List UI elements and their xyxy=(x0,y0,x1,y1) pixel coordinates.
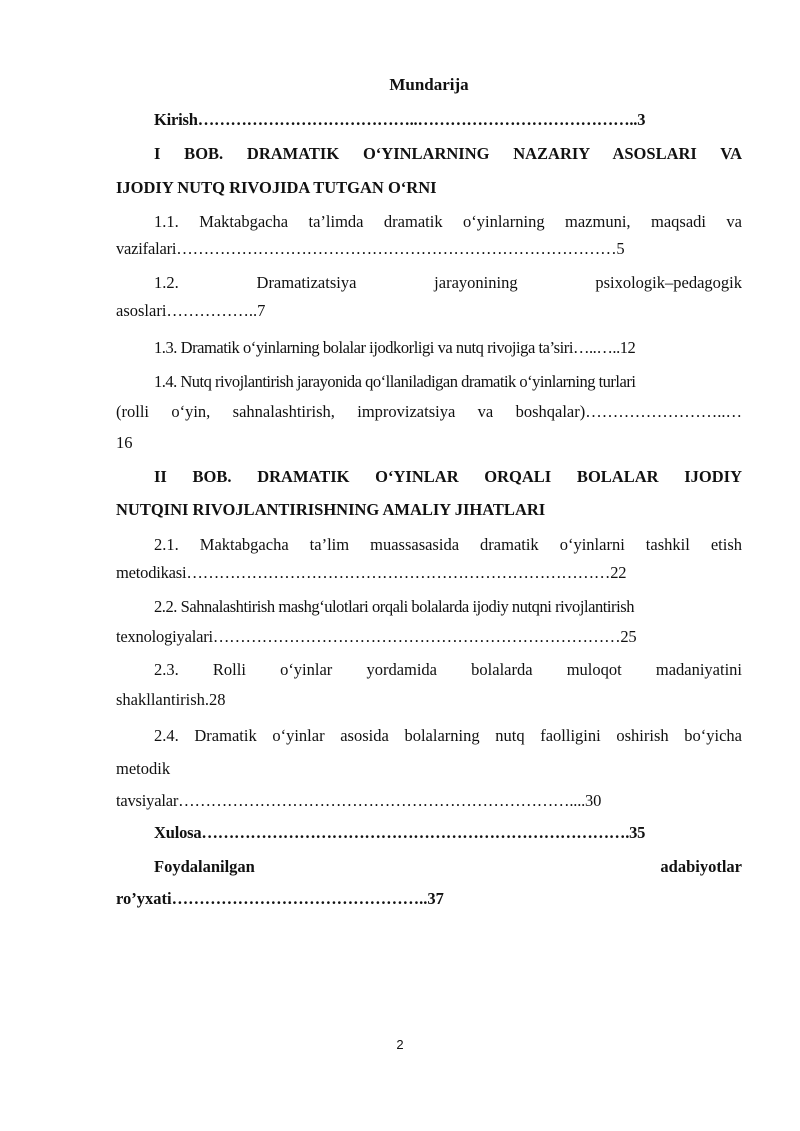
toc-entry-1-3: 1.3. Dramatik o‘yinlarning bolalar ijodkorligi va nutq rivojiga ta’siri…..…..12 xyxy=(154,338,636,357)
toc-entry-2-3-line-1: 2.3. Rolli o‘yinlar yordamida bolalarda muloqot madaniyatini xyxy=(154,660,742,679)
toc-entry-2-4-line-2: metodik xyxy=(116,759,171,778)
toc-chapter-1-line-2: IJODIY NUTQ RIVOJIDA TUTGAN O‘RNI xyxy=(116,178,437,197)
toc-chapter-1-line-1: I BOB. DRAMATIK O‘YINLARNING NAZARIY ASOSLARI VA xyxy=(154,144,742,163)
toc-chapter-2-line-1: II BOB. DRAMATIK O‘YINLAR ORQALI BOLALAR IJODIY xyxy=(154,467,742,486)
toc-entry-1-1-line-2: vazifalari………………………………………………………………………5 xyxy=(116,239,625,258)
toc-entry-1-4-line-1: 1.4. Nutq rivojlantirish jarayonida qo‘llaniladigan dramatik o‘yinlarning turlari xyxy=(154,372,636,391)
toc-entry-2-3-line-2: shakllantirish.28 xyxy=(116,690,226,709)
toc-entry-1-1-line-1: 1.1. Maktabgacha ta’limda dramatik o‘yinlarning mazmuni, maqsadi va xyxy=(154,212,742,231)
page-title: Mundarija xyxy=(389,75,469,94)
toc-entry-1-2-line-1: 1.2. Dramatizatsiya jarayonining psixologik–pedagogik xyxy=(154,273,742,292)
toc-entry-1-4-line-2: (rolli o‘yin, sahnalashtirish, improvizatsiya va boshqalar)……………………..… xyxy=(116,402,742,421)
toc-entry-xulosa: Xulosa…………………………………………………………………….35 xyxy=(154,823,646,842)
toc-entry-references-line-1: Foydalanilgan adabiyotlar xyxy=(154,857,742,876)
toc-entry-kirish: Kirish…………………………………..…………………………………..3 xyxy=(154,110,646,129)
toc-entry-2-2-line-1: 2.2. Sahnalashtirish mashg‘ulotlari orqali bolalarda ijodiy nutqni rivojlantirish xyxy=(154,597,635,616)
toc-entry-references-line-2: ro’yxati………………………………………..37 xyxy=(116,889,444,908)
toc-entry-2-4-line-1: 2.4. Dramatik o‘yinlar asosida bolalarning nutq faolligini oshirish bo‘yicha xyxy=(154,726,742,745)
page-number: 2 xyxy=(396,1037,404,1052)
toc-entry-1-4-line-3: 16 xyxy=(116,433,133,452)
toc-entry-2-4-line-3: tavsiyalar………………………………………………………………....30 xyxy=(116,791,602,810)
toc-entry-1-2-line-2: asoslari……………..7 xyxy=(116,301,266,320)
toc-entry-2-2-line-2: texnologiyalari…………………………………………………………………25 xyxy=(116,627,637,646)
toc-entry-2-1-line-1: 2.1. Maktabgacha ta’lim muassasasida dramatik o‘yinlarni tashkil etish xyxy=(154,535,742,554)
toc-chapter-2-line-2: NUTQINI RIVOJLANTIRISHNING AMALIY JIHATLARI xyxy=(116,500,546,519)
toc-entry-2-1-line-2: metodikasi……………………………………………………………………22 xyxy=(116,563,627,582)
